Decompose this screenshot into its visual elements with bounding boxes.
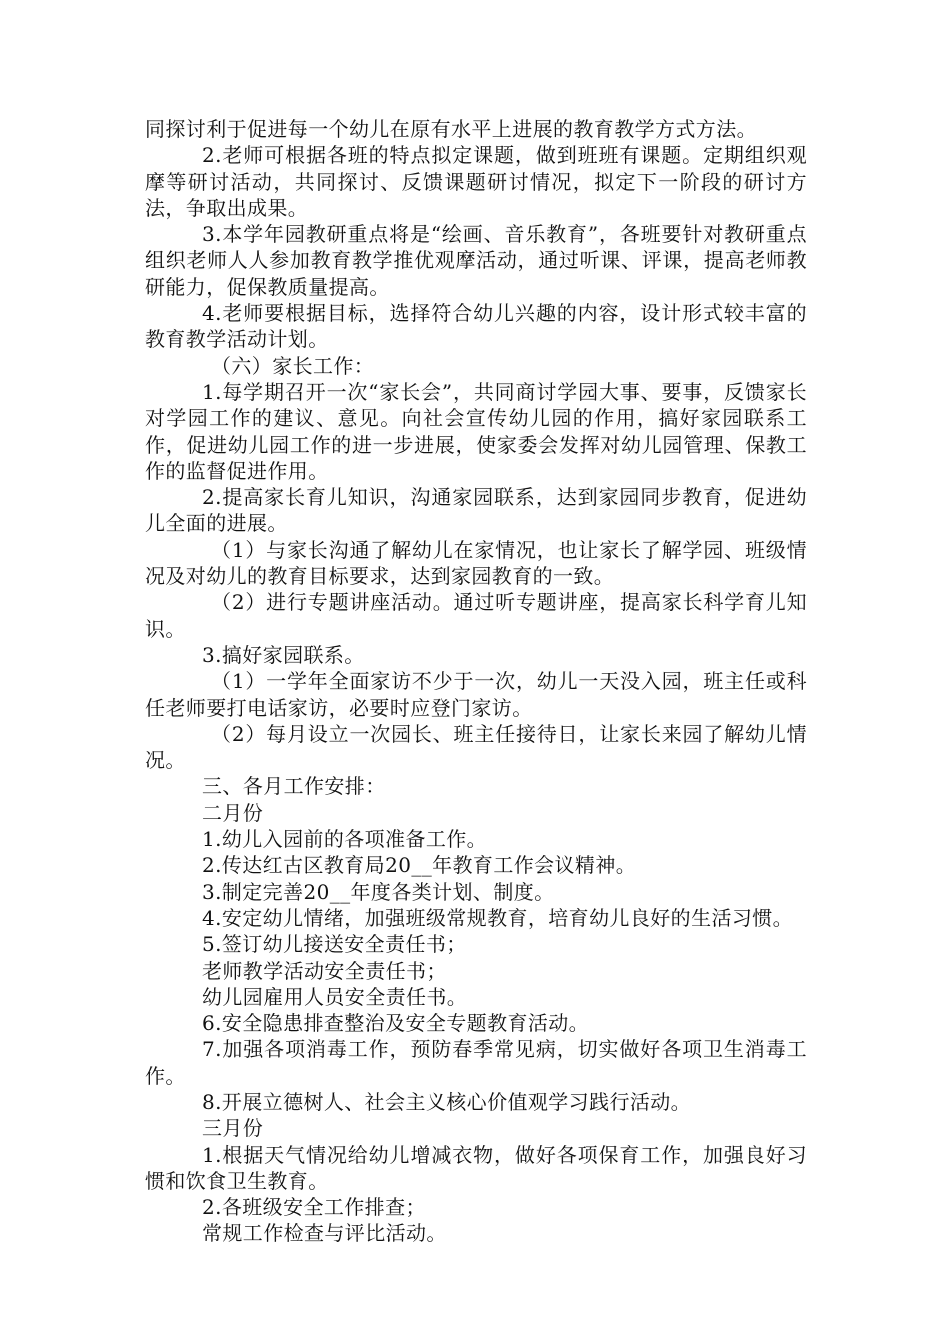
paragraph: （2）进行专题讲座活动。通过听专题讲座，提高家长科学育儿知识。 (145, 590, 807, 641)
list-item: 3.制定完善20__年度各类计划、制度。 (202, 879, 555, 904)
list-item: 4.安定幼儿情绪，加强班级常规教育，培育幼儿良好的生活习惯。 (202, 905, 794, 930)
list-item: 幼儿园雇用人员安全责任书。 (202, 984, 468, 1009)
list-item: 老师教学活动安全责任书； (202, 958, 447, 983)
paragraph: 3.搞好家园联系。 (202, 642, 365, 667)
month-heading: 二月份 (202, 800, 264, 825)
list-item: 7.加强各项消毒工作，预防春季常见病，切实做好各项卫生消毒工作。 (145, 1037, 807, 1088)
paragraph: （1）与家长沟通了解幼儿在家情况，也让家长了解学园、班级情况及对幼儿的教育目标要求，达到家园教育的一致。 (145, 537, 807, 589)
paragraph: （1）一学年全面家访不少于一次，幼儿一天没入园，班主任或科任老师要打电话家访，必要时应登门家访。 (145, 669, 807, 720)
month-heading: 三月份 (202, 1116, 264, 1141)
list-item: 5.签订幼儿接送安全责任书； (202, 932, 467, 957)
section-heading: （六）家长工作： (211, 353, 375, 378)
list-item: 2.各班级安全工作排查； (202, 1195, 426, 1220)
list-item: 6.安全隐患排查整治及安全专题教育活动。 (202, 1011, 590, 1036)
paragraph: 3.本学年园教研重点将是“绘画、音乐教育”，各班要针对教研重点组织老师人人参加教育教学推优观摩活动，通过听课、评课，提高老师教研能力，促保教质量提高。 (145, 222, 807, 299)
paragraph: 1.每学期召开一次“家长会”，共同商讨学园大事、要事，反馈家长对学园工作的建议、意见。向社会宣传幼儿园的作用，搞好家园联系工作，促进幼儿园工作的进一步进展，使家委会发挥对幼儿园管理、保教工作的监督促进作用。 (145, 379, 807, 483)
section-heading: 三、各月工作安排： (202, 774, 386, 799)
paragraph: 同探讨利于促进每一个幼儿在原有水平上进展的教育教学方式方法。 (145, 117, 757, 141)
paragraph: （2）每月设立一次园长、班主任接待日，让家长来园了解幼儿情况。 (145, 721, 807, 773)
document-body (145, 116, 807, 1247)
paragraph: 2.老师可根据各班的特点拟定课题，做到班班有课题。定期组织观摩等研讨活动，共同探讨、反馈课题研讨情况，拟定下一阶段的研讨方法，争取出成果。 (145, 143, 807, 220)
paragraph: 4.老师要根据目标，选择符合幼儿兴趣的内容，设计形式较丰富的教育教学活动计划。 (145, 301, 807, 352)
list-item: 1.根据天气情况给幼儿增减衣物，做好各项保育工作，加强良好习惯和饮食卫生教育。 (145, 1142, 807, 1193)
list-item: 2.传达红古区教育局20__年教育工作会议精神。 (202, 853, 637, 878)
list-item: 常规工作检查与评比活动。 (202, 1221, 447, 1246)
list-item: 1.幼儿入园前的各项准备工作。 (202, 827, 488, 852)
paragraph: 2.提高家长育儿知识，沟通家园联系，达到家园同步教育，促进幼儿全面的进展。 (145, 485, 807, 536)
list-item: 8.开展立德树人、社会主义核心价值观学习践行活动。 (202, 1089, 692, 1114)
